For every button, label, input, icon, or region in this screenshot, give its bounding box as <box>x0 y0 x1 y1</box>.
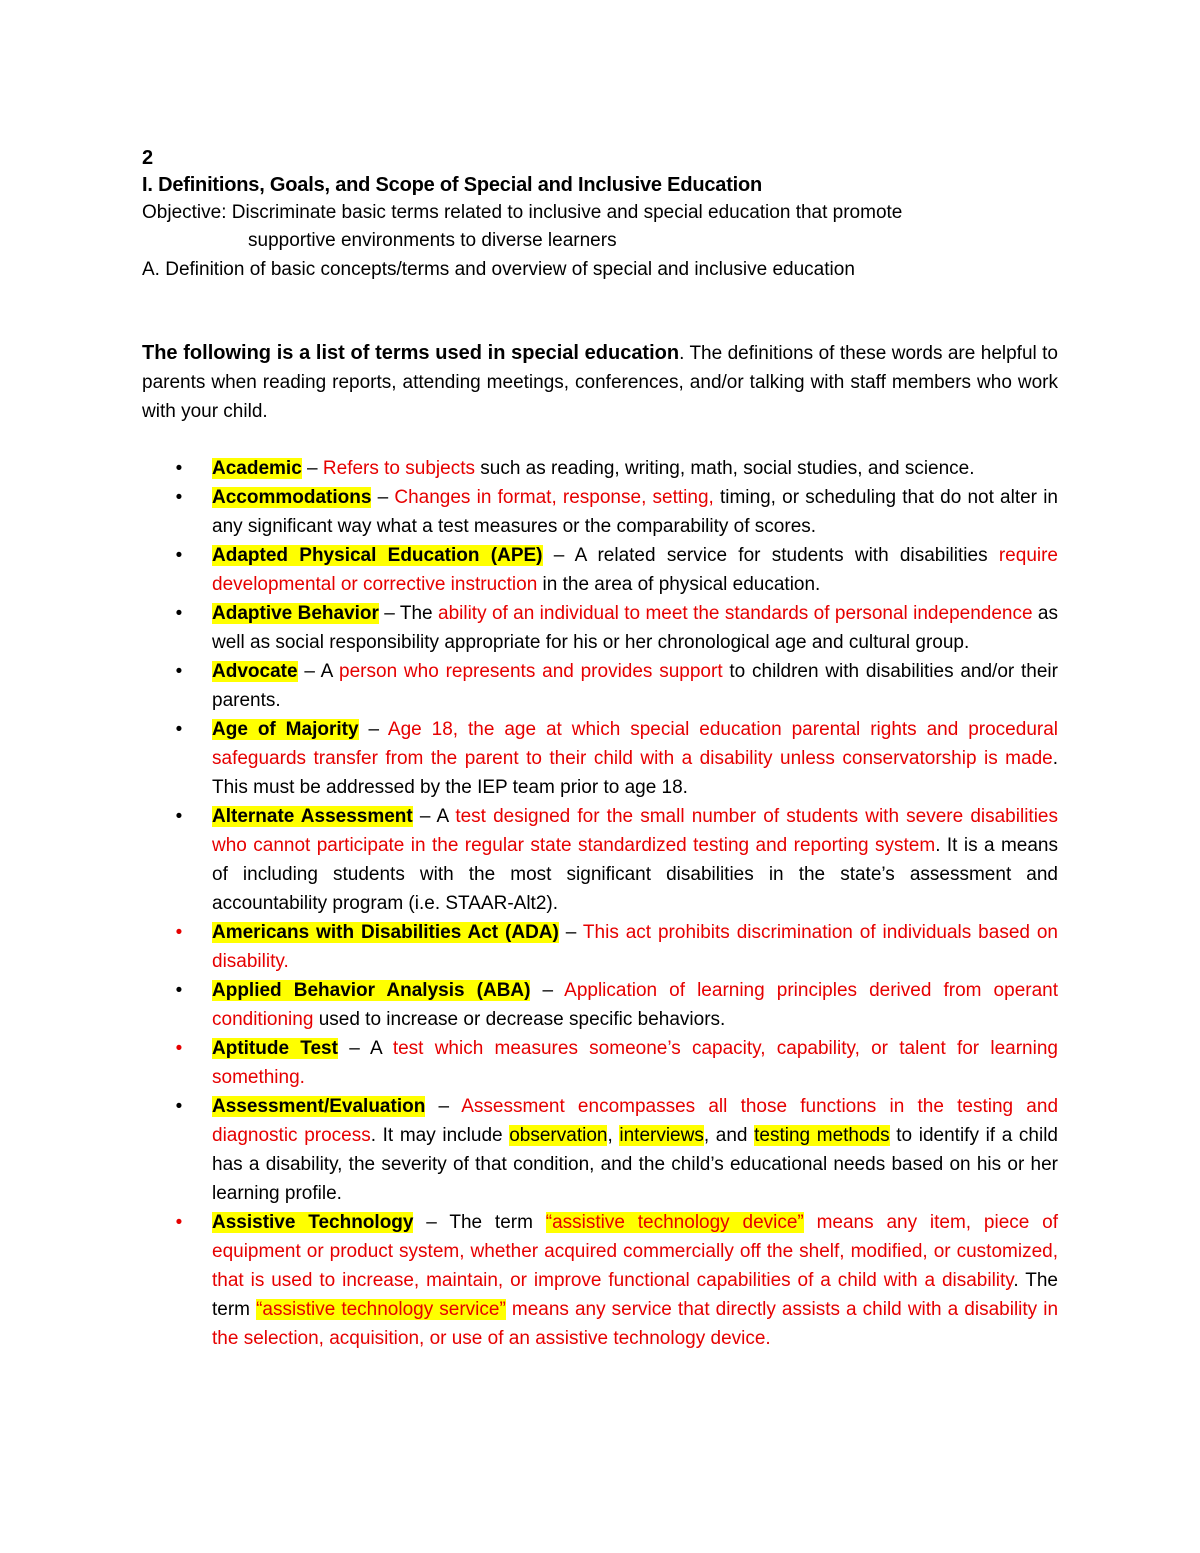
term-definition-part: Changes in format, response, setting, <box>394 487 714 508</box>
term-definition-part: used to increase or decrease specific behaviors. <box>313 1009 726 1030</box>
term-definition-part: – A <box>412 806 456 827</box>
term-item <box>175 454 1058 483</box>
section-heading: I. Definitions, Goals, and Scope of Special and Inclusive Education <box>142 174 763 196</box>
term-definition-part: “assistive technology device” <box>545 1212 804 1233</box>
term-definition-part: . This must be addressed by the IEP team prior to age 18. <box>212 748 1058 798</box>
term-name: Academic <box>212 458 302 479</box>
bullet-icon: • <box>175 922 183 943</box>
intro-lead: The following is a list of terms used in special education <box>142 342 680 364</box>
term-name: Adaptive Behavior <box>212 603 379 624</box>
bullet-icon: • <box>175 1212 183 1233</box>
term-item <box>175 1208 1059 1353</box>
term-definition-part: , <box>607 1125 620 1146</box>
bullet-icon: • <box>175 980 183 1001</box>
term-definition-part: – <box>301 458 323 479</box>
term-definition-part: – <box>530 980 565 1001</box>
term-definition-part: test designed for the small number of students with severe disabilities who cannot participate in the regular state standardized testing and reporting system <box>212 806 1058 856</box>
term-item <box>175 918 1058 976</box>
intro-paragraph <box>142 339 1058 426</box>
term-name: Accommodations <box>212 487 372 508</box>
bullet-icon: • <box>175 603 183 624</box>
term-definition-part: – A <box>337 1038 393 1059</box>
term-name: Aptitude Test <box>212 1038 338 1059</box>
term-definition-part: timing, or scheduling that do not alter in any significant way what a test measures or the comparability of scores. <box>212 487 1058 537</box>
term-definition-part: person who represents and provides support <box>339 661 723 682</box>
term-definition-part: – <box>371 487 395 508</box>
bullet-icon: • <box>175 719 183 740</box>
objective-line-2: supportive environments to diverse learners <box>248 230 617 251</box>
term-item <box>175 976 1059 1034</box>
term-definition-part: “assistive technology service” <box>256 1299 506 1320</box>
term-definition-part: – The <box>378 603 438 624</box>
term-definition-part: This act prohibits discrimination of individuals based on disability. <box>212 922 1058 972</box>
subheading: A. Definition of basic concepts/terms and overview of special and inclusive education <box>142 259 855 280</box>
term-definition-part: test which measures someone’s capacity, capability, or talent for learning something. <box>212 1038 1058 1088</box>
term-definition-part: Refers to subjects <box>322 458 475 479</box>
term-item <box>175 1034 1058 1092</box>
term-definition-part: require developmental or corrective instruction <box>212 545 1059 595</box>
bullet-icon: • <box>175 1038 183 1059</box>
bullet-icon: • <box>175 458 183 479</box>
term-definition-part: in the area of physical education. <box>537 574 821 595</box>
term-definition-part: . It may include <box>370 1125 510 1146</box>
term-item <box>175 657 1058 715</box>
bullet-icon: • <box>175 545 183 566</box>
term-definition-part: as well as social responsibility appropriate for his or her chronological age and cultural group. <box>212 603 1058 653</box>
term-item <box>175 1092 1059 1208</box>
term-name: Advocate <box>212 661 298 682</box>
term-definition-part: – <box>425 1096 462 1117</box>
term-name: Americans with Disabilities Act (ADA) <box>212 922 559 943</box>
term-definition-part: . The term <box>212 1270 1058 1320</box>
term-name: Age of Majority <box>212 719 359 740</box>
bullet-icon: • <box>175 661 183 682</box>
bullet-icon: • <box>175 806 183 827</box>
term-definition-part: observation <box>509 1125 608 1146</box>
bullet-icon: • <box>175 1096 183 1117</box>
term-definition-part: to children with disabilities and/or their parents. <box>212 661 1058 711</box>
term-definition-part: such as reading, writing, math, social studies, and science. <box>474 458 975 479</box>
term-item <box>175 802 1058 918</box>
terms-list <box>142 454 1058 1353</box>
term-definition-part: – A related service for students with disabilities <box>542 545 999 566</box>
term-definition-part: means any service that directly assists a child with a disability in the selection, acquisition, or use of an assistive technology device. <box>212 1299 1059 1349</box>
page-number: 2 <box>142 147 154 169</box>
term-definition-part: , and <box>703 1125 755 1146</box>
term-definition-part: Age 18, the age at which special education parental rights and procedural safeguards transfer from the parent to their child with a disability unless conservatorship is made <box>212 719 1058 769</box>
term-name: Adapted Physical Education (APE) <box>212 545 543 566</box>
term-name: Assessment/Evaluation <box>212 1096 426 1117</box>
term-definition-part: – The term <box>413 1212 546 1233</box>
term-name: Applied Behavior Analysis (ABA) <box>212 980 531 1001</box>
term-item <box>175 483 1058 541</box>
term-definition-part: – A <box>297 661 340 682</box>
objective-line-1: Objective: Discriminate basic terms related to inclusive and special education that promote <box>142 202 903 223</box>
bullet-icon: • <box>175 487 183 508</box>
term-definition-part: – <box>358 719 388 740</box>
term-definition-part: testing methods <box>754 1125 890 1146</box>
term-definition-part: to identify if a child has a disability, the severity of that condition, and the child’s educational needs based on his or her learning profile. <box>212 1125 1058 1204</box>
term-definition-part: Application of learning principles derived from operant conditioning <box>212 980 1059 1030</box>
term-item <box>175 715 1058 802</box>
term-definition-part: ability of an individual to meet the standards of personal independence <box>438 603 1033 624</box>
term-definition-part: means any item, piece of equipment or product system, whether acquired commercially off the shelf, modified, or customized, that is used to increase, maintain, or improve functional capabilities of a child with a disability <box>212 1212 1059 1291</box>
term-definition-part: . It is a means of including students with the most significant disabilities in the state’s assessment and accountability program (i.e. STAAR-Alt2). <box>212 835 1058 914</box>
intro-rest: . The definitions of these words are helpful to parents when reading reports, attending meetings, conferences, and/or talking with staff members who work with your child. <box>142 343 1059 422</box>
term-name: Alternate Assessment <box>212 806 413 827</box>
term-definition-part: interviews <box>619 1125 704 1146</box>
term-item <box>175 541 1059 599</box>
term-item <box>175 599 1058 657</box>
term-definition-part: Assessment encompasses all those functions in the testing and diagnostic process <box>212 1096 1059 1146</box>
term-name: Assistive Technology <box>212 1212 414 1233</box>
term-definition-part: – <box>558 922 583 943</box>
